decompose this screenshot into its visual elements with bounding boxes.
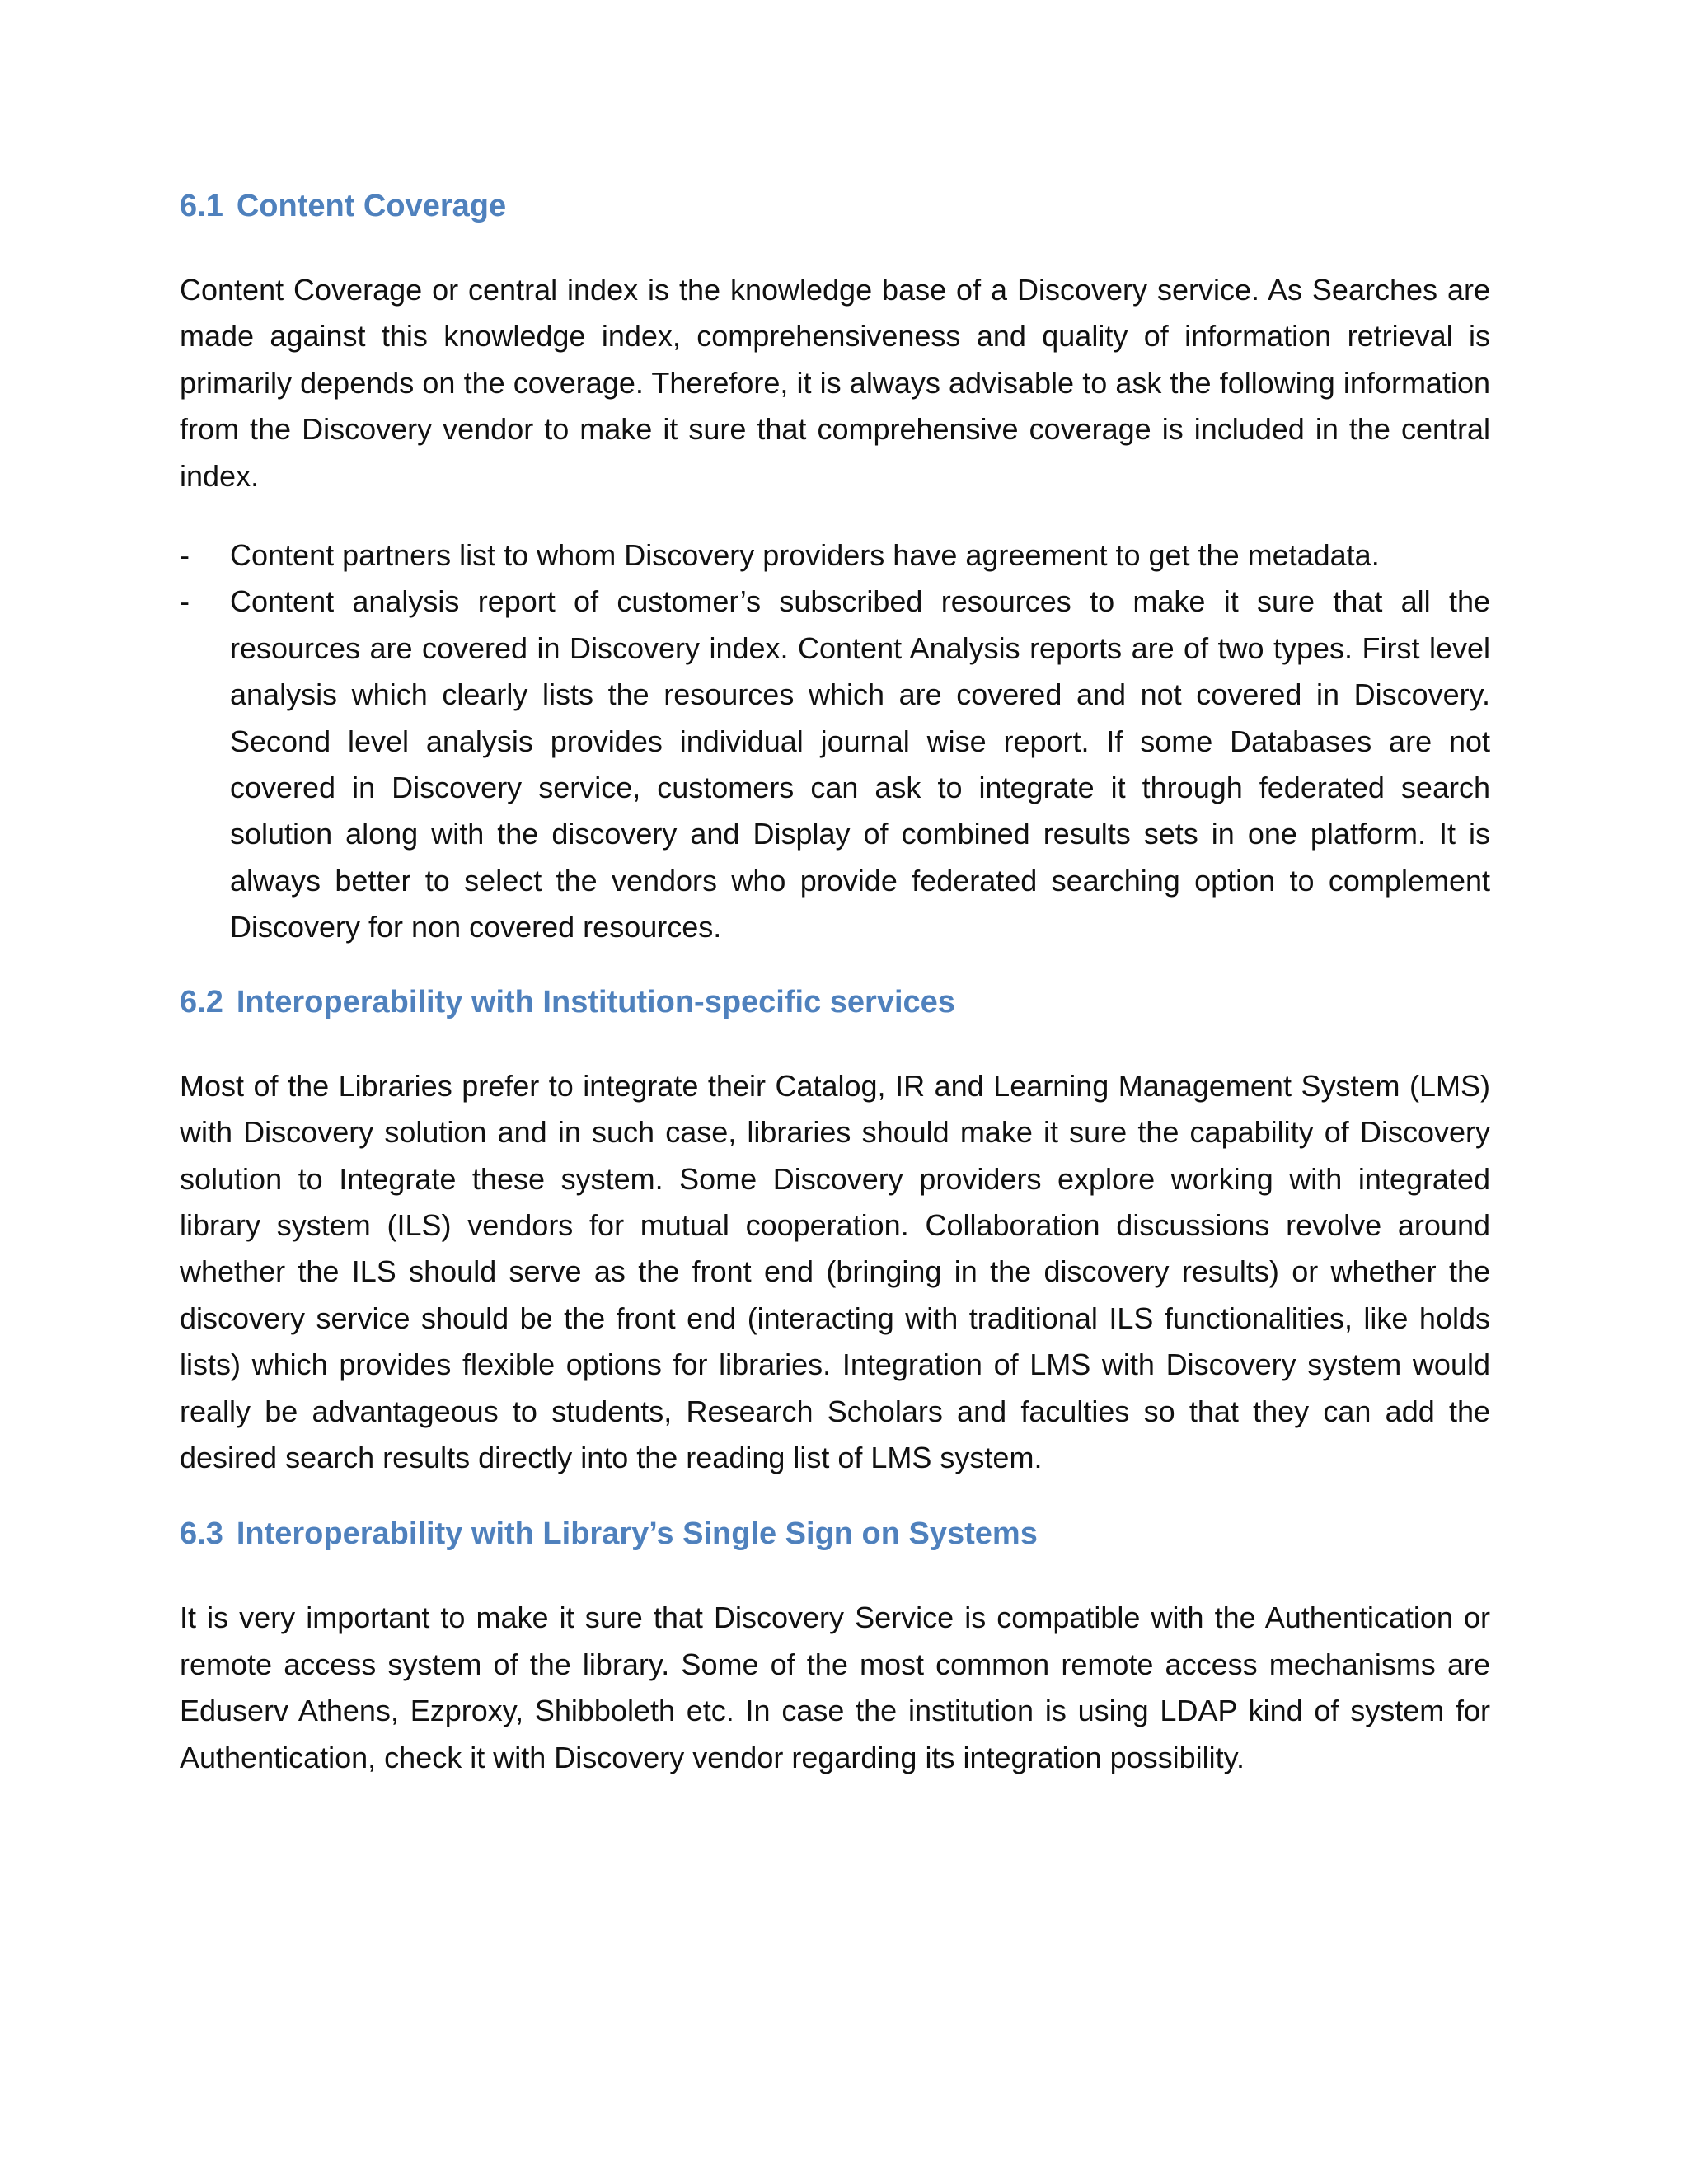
list-item [180,532,1490,579]
bullet-list [180,532,1490,951]
section-heading-6-2 [180,982,1490,1022]
section-number: 6.3 [180,1516,223,1552]
section-title: Content Coverage [236,189,507,223]
section-number: 6.2 [180,984,223,1019]
list-item-text: Content partners list to whom Discovery providers have agreement to get the metadata. [230,538,1380,573]
document-content [180,186,1490,1814]
section-paragraph: Content Coverage or central index is the knowledge base of a Discovery service. As Searches are made against this knowledge index, comprehensiveness and quality of information retrieval is primarily depends on the coverage. Therefore, it is always advisable to ask the following information from the Discovery vendor to make it sure that comprehensive coverage is included in the central index. [180,273,1490,493]
section-title: Interoperability with Library’s Single Sign on Systems [236,1516,1038,1552]
section-title: Interoperability with Institution-specific services [236,984,955,1019]
section-number: 6.1 [180,189,223,223]
bullet-marker: - [180,584,190,619]
section-paragraph: Most of the Libraries prefer to integrate their Catalog, IR and Learning Management System (LMS) with Discovery solution and in such case, libraries should make it sure the capability of Discovery solution to Integrate these system. Some Discovery providers explore working with integrated library system (ILS) vendors for mutual cooperation. Collaboration discussions revolve around whether the ILS should serve as the front end (bringing in the discovery results) or whether the discovery service should be the front end (interacting with traditional ILS functionalities, like holds lists) which provides flexible options for libraries. Integration of LMS with Discovery system would really be advantageous to students, Research Scholars and faculties so that they can add the desired search results directly into the reading list of LMS system. [180,1068,1490,1474]
list-item [180,579,1490,950]
list-item-text: Content analysis report of customer’s subscribed resources to make it sure that all the resources are covered in Discovery index. Content Analysis reports are of two types. First level analysis which clearly lists the resources which are covered and not covered in Discovery. Second level analysis provides individual journal wise report. If some Databases are not covered in Discovery service, customers can ask to integrate it through federated search solution along with the discovery and Display of combined results sets in one platform. It is always better to select the vendors who provide federated searching option to complement Discovery for non covered resources. [230,584,1490,944]
section-paragraph: It is very important to make it sure that Discovery Service is compatible with the Authentication or remote access system of the library. Some of the most common remote access mechanisms are Eduserv Athens, Ezproxy, Shibboleth etc. In case the institution is using LDAP kind of system for Authentication, check it with Discovery vendor regarding its integration possibility. [180,1601,1490,1774]
bullet-marker: - [180,538,190,573]
section-heading-6-3 [180,1514,1490,1554]
section-heading-6-1 [180,186,1490,226]
